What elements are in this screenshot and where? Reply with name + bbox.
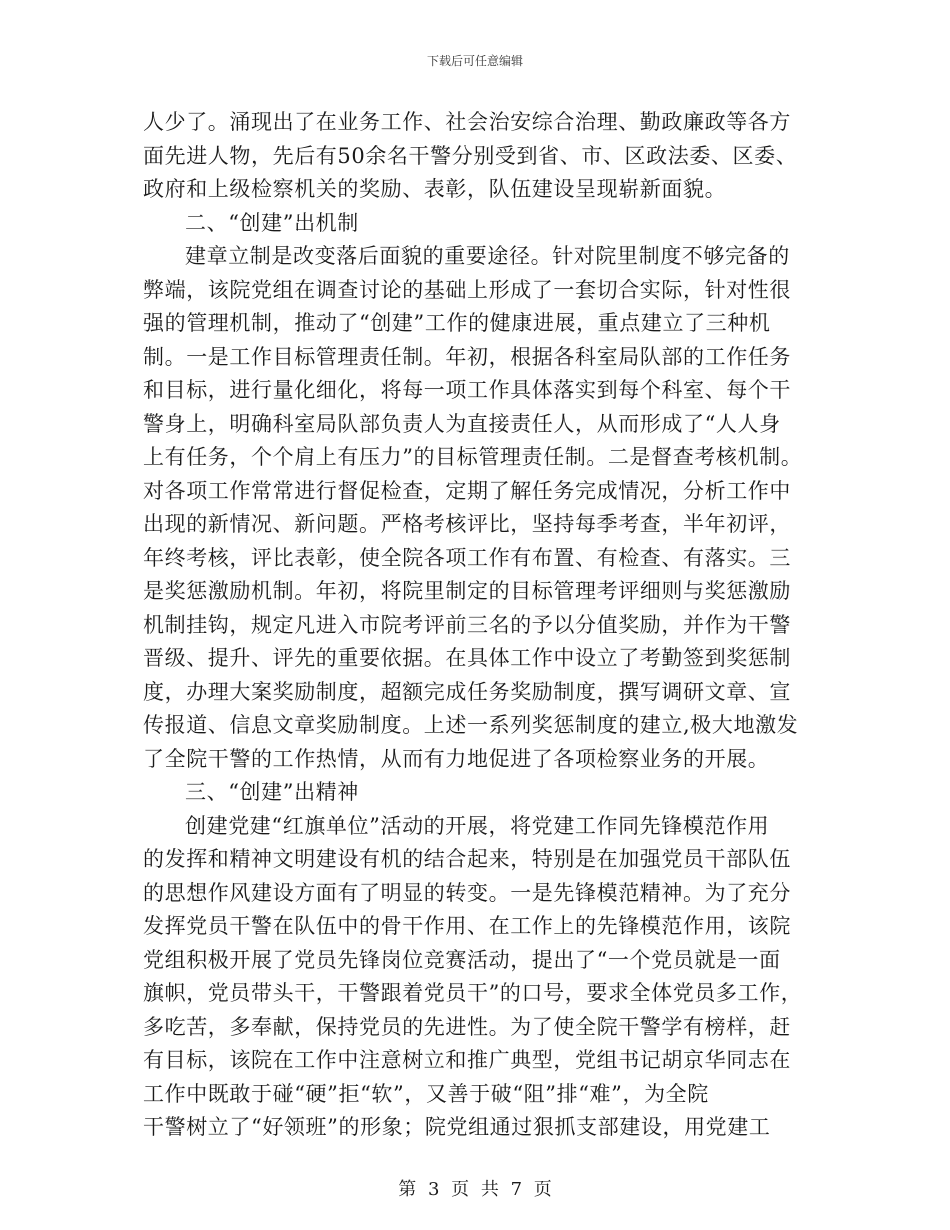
page-footer: 第 3 页 共 7 页 <box>398 1179 552 1200</box>
text-line: 面先进人物，先后有50余名干警分别受到省、市、区政法委、区委、 <box>143 143 798 168</box>
text-line: 创建党建“红旗单位”活动的开展，将党建工作同先锋模范作用 <box>185 813 770 838</box>
text-line: 出现的新情况、新问题。严格考核评比，坚持每季考查，半年初评， <box>143 512 791 536</box>
text-line: 上有任务，个个肩上有压力”的目标管理责任制。二是督查考核机制。 <box>143 445 803 469</box>
text-line: 了全院干警的工作热情，从而有力地促进了各项检察业务的开展。 <box>143 746 770 771</box>
text-line: 度，办理大案奖励制度，超额完成任务奖励制度，撰写调研文章、宣 <box>143 679 791 704</box>
text-line: 的思想作风建设方面有了明显的转变。一是先锋模范精神。为了充分 <box>143 880 791 905</box>
text-line: 对各项工作常常进行督促检查，定期了解任务完成情况，分析工作中 <box>143 478 791 503</box>
text-line: 发挥党员干警在队伍中的骨干作用、在工作上的先锋模范作用，该院 <box>143 914 791 938</box>
page-header: 下载后可任意编辑 <box>426 54 523 68</box>
text-line: 有目标，该院在工作中注意树立和推广典型，党组书记胡京华同志在 <box>143 1048 791 1072</box>
text-line: 二、“创建”出机制 <box>185 210 359 235</box>
text-line: 机制挂钩，规定凡进入市院考评前三名的予以分值奖励，并作为干警 <box>143 612 791 637</box>
text-line: 制。一是工作目标管理责任制。年初，根据各科室局队部的工作任务 <box>143 344 791 369</box>
text-line: 弊端，该院党组在调查讨论的基础上形成了一套切合实际，针对性很 <box>143 277 791 302</box>
text-line: 是奖惩激励机制。年初，将院里制定的目标管理考评细则与奖惩激励 <box>143 579 791 603</box>
text-line: 三、“创建”出精神 <box>185 780 359 804</box>
text-line: 党组积极开展了党员先锋岗位竞赛活动，提出了“一个党员就是一面 <box>143 947 781 972</box>
text-line: 晋级、提升、评先的重要依据。在具体工作中设立了考勤签到奖惩制 <box>143 646 791 670</box>
text-line: 传报道、信息文章奖励制度。上述一系列奖惩制度的建立,极大地激发 <box>143 713 799 737</box>
text-line: 年终考核，评比表彰，使全院各项工作有布置、有检查、有落实。三 <box>143 545 791 570</box>
text-line: 旗帜，党员带头干，干警跟着党员干”的口号，要求全体党员多工作， <box>143 981 803 1005</box>
text-line: 的发挥和精神文明建设有机的结合起来，特别是在加强党员干部队伍 <box>143 847 791 871</box>
text-line: 警身上，明确科室局队部负责人为直接责任人，从而形成了“人人身 <box>143 411 781 436</box>
document-body <box>143 106 823 1145</box>
text-line: 工作中既敢于碰“硬”拒“软”，又善于破“阻”排“难”，为全院 <box>143 1081 709 1106</box>
text-line: 和目标，进行量化细化，将每一项工作具体落实到每个科室、每个干 <box>143 378 791 402</box>
text-line: 人少了。涌现出了在业务工作、社会治安综合治理、勤政廉政等各方 <box>143 110 791 134</box>
text-line: 强的管理机制，推动了“创建”工作的健康进展，重点建立了三种机 <box>143 311 771 335</box>
text-line: 多吃苦，多奉献，保持党员的先进性。为了使全院干警学有榜样，赶 <box>143 1014 791 1039</box>
text-line: 政府和上级检察机关的奖励、表彰，队伍建设呈现崭新面貌。 <box>143 177 727 201</box>
text-line: 建章立制是改变落后面貌的重要途径。针对院里制度不够完备的 <box>185 244 790 268</box>
text-line: 干警树立了“好领班”的形象；院党组通过狠抓支部建设，用党建工 <box>143 1115 771 1139</box>
